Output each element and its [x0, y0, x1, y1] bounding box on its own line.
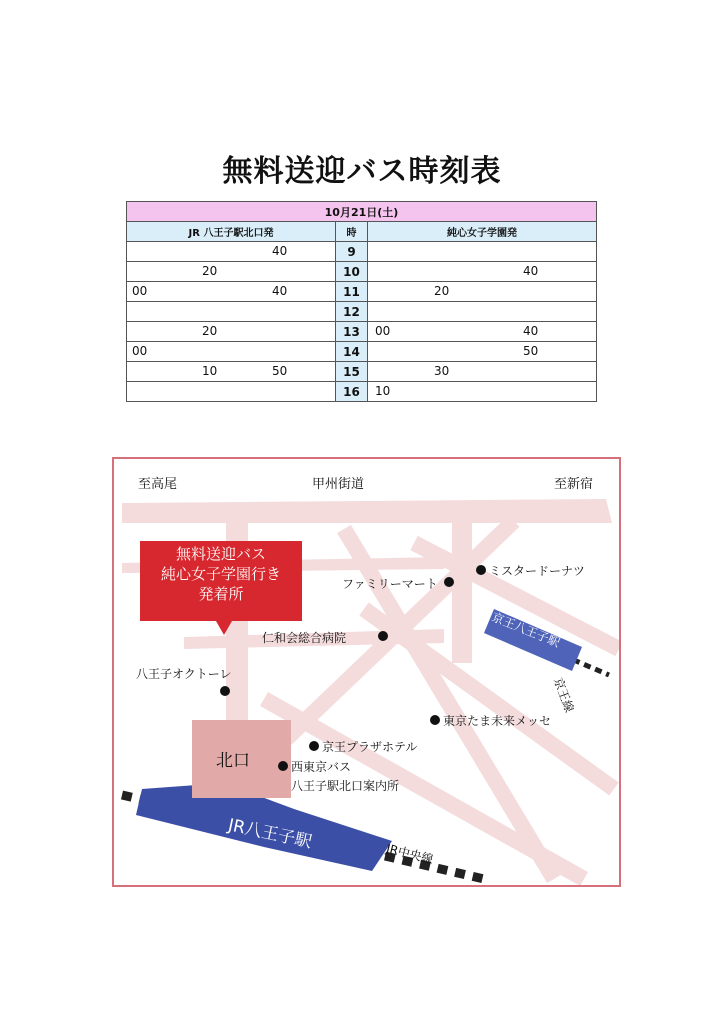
label-messe: 東京たま未来メッセ: [443, 714, 552, 728]
header-departure-school: 純心女子学園発: [368, 222, 597, 242]
departures-school: [368, 242, 597, 262]
label-to-takao: 至高尾: [138, 477, 178, 492]
label-jr-station: JR八王子駅: [226, 815, 314, 853]
departures-school: [368, 342, 597, 362]
departures-jr: [127, 282, 336, 302]
hour-cell: 16: [336, 382, 368, 402]
departures-jr: [127, 262, 336, 282]
label-keio-line: 京王線: [550, 675, 577, 715]
departures-school: [368, 282, 597, 302]
label-chuo-line: JR中央線: [384, 841, 435, 867]
departures-school: [368, 382, 597, 402]
departure-minute: 10: [375, 384, 391, 398]
departures-jr: [127, 382, 336, 402]
marker-messe: [430, 715, 440, 725]
timetable-row: [127, 342, 597, 362]
departure-minute: 50: [272, 364, 288, 378]
departures-school: [368, 262, 597, 282]
timetable-row: [127, 322, 597, 342]
marker-bus-office: [278, 761, 288, 771]
timetable-row: [127, 362, 597, 382]
departure-minute: 40: [272, 244, 288, 258]
callout-line-2: 純心女子学園行き: [160, 565, 281, 583]
departures-jr: [127, 302, 336, 322]
departures-jr: [127, 342, 336, 362]
departure-minute: 00: [375, 324, 391, 338]
hour-cell: 11: [336, 282, 368, 302]
timetable: [126, 201, 597, 402]
departures-jr: [127, 322, 336, 342]
hour-cell: 14: [336, 342, 368, 362]
label-to-shinjuku: 至新宿: [554, 477, 594, 492]
departure-minute: 30: [434, 364, 450, 378]
departure-minute: 40: [523, 324, 539, 338]
callout-line-1: 無料送迎バス: [175, 545, 266, 563]
label-family-mart: ファミリーマート: [342, 577, 438, 591]
label-octore: 八王子オクトーレ: [136, 667, 232, 681]
label-keio-station: 京王八王子駅: [489, 609, 562, 650]
hour-cell: 12: [336, 302, 368, 322]
departures-jr: [127, 242, 336, 262]
label-mister-donut: ミスタードーナツ: [489, 564, 585, 578]
departure-minute: 20: [202, 264, 218, 278]
departure-minute: 20: [434, 284, 450, 298]
timetable-row: [127, 242, 597, 262]
marker-mister-donut: [476, 565, 486, 575]
departure-minute: 00: [132, 344, 148, 358]
north-exit: [192, 720, 291, 798]
timetable-row: [127, 282, 597, 302]
marker-octore: [220, 686, 230, 696]
marker-hotel: [309, 741, 319, 751]
departures-school: [368, 302, 597, 322]
header-departure-jr: JR 八王子駅北口発: [127, 222, 336, 242]
marker-hospital: [378, 631, 388, 641]
north-exit-label: 北口: [216, 751, 250, 771]
departure-minute: 40: [523, 264, 539, 278]
page-title: 無料送迎バス時刻表: [222, 154, 502, 189]
timetable-row: [127, 262, 597, 282]
hour-cell: 9: [336, 242, 368, 262]
departure-minute: 40: [272, 284, 288, 298]
bus-stop-callout: [140, 541, 302, 621]
callout-pointer: [216, 621, 232, 635]
departures-jr: [127, 362, 336, 382]
label-bus-office: 八王子駅北口案内所: [291, 779, 400, 793]
timetable-row: [127, 302, 597, 322]
timetable-row: [127, 382, 597, 402]
callout-line-3: 発着所: [198, 585, 244, 603]
departure-minute: 50: [523, 344, 539, 358]
departure-minute: 10: [202, 364, 218, 378]
marker-family-mart: [444, 577, 454, 587]
departure-minute: 20: [202, 324, 218, 338]
label-nishitokyo-bus: 西東京バス: [291, 760, 352, 774]
hour-cell: 15: [336, 362, 368, 382]
departures-school: [368, 362, 597, 382]
departure-minute: 00: [132, 284, 148, 298]
label-koshu-kaido: 甲州街道: [312, 477, 365, 492]
hour-cell: 10: [336, 262, 368, 282]
header-hour: 時: [336, 222, 368, 242]
label-hospital: 仁和会総合病院: [262, 631, 347, 645]
hour-cell: 13: [336, 322, 368, 342]
departures-school: [368, 322, 597, 342]
label-hotel: 京王プラザホテル: [322, 740, 418, 754]
access-map: [112, 457, 621, 887]
timetable-date: 10月21日(土): [127, 202, 597, 222]
